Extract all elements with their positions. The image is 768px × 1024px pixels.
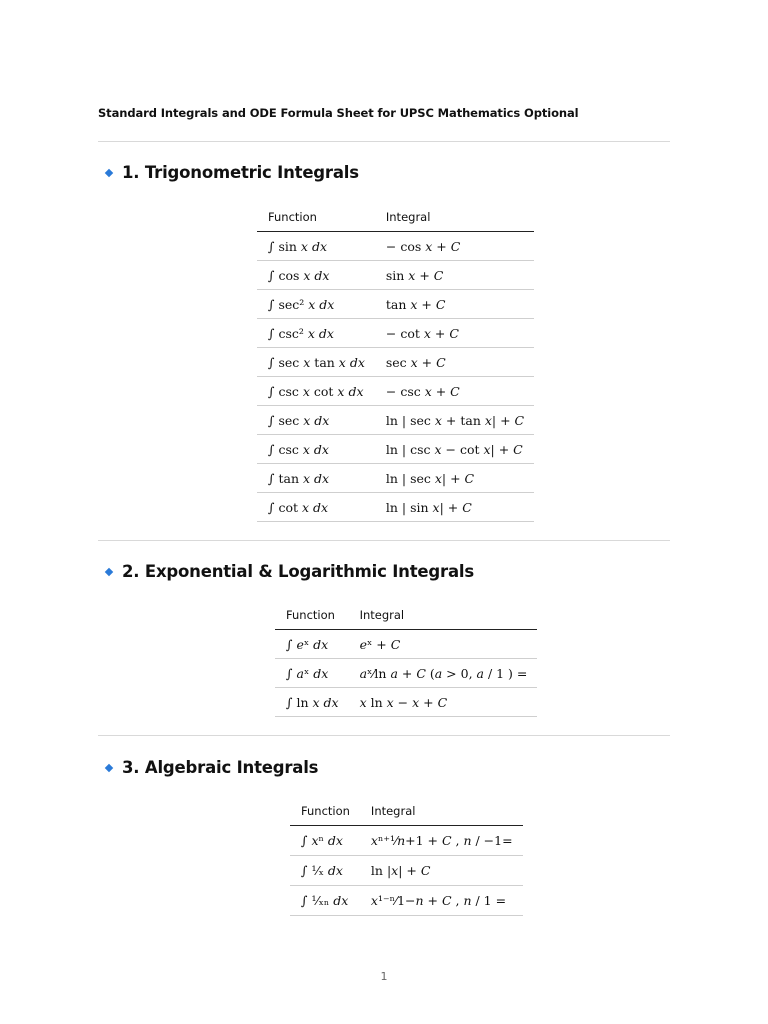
section-heading	[105, 562, 474, 581]
table-row	[257, 464, 534, 493]
section-heading-text: 1. Trigonometric Integrals	[122, 163, 359, 182]
section-heading-text: 2. Exponential & Logarithmic Integrals	[122, 562, 474, 581]
function-cell: ∫ tan 𝑥 𝑑𝑥	[257, 464, 375, 493]
table-row	[290, 856, 523, 886]
function-cell: ∫ cot 𝑥 𝑑𝑥	[257, 493, 375, 522]
function-cell: ∫ ln 𝑥 𝑑𝑥	[275, 688, 349, 717]
column-header-function: Function	[275, 601, 349, 630]
divider	[98, 735, 670, 736]
table-row	[290, 886, 523, 916]
diamond-bullet-icon	[105, 763, 113, 771]
column-header-function: Function	[290, 797, 360, 826]
function-cell: ∫ ¹⁄ₓₙ 𝑑𝑥	[290, 886, 360, 916]
function-cell: ∫ 𝑎ˣ 𝑑𝑥	[275, 659, 349, 688]
table-row	[257, 406, 534, 435]
table-row	[275, 630, 537, 659]
integral-cell: sec 𝑥 + 𝐶	[375, 348, 534, 377]
page-number: 1	[380, 970, 388, 983]
column-header-integral: Integral	[360, 797, 523, 826]
table-row	[290, 826, 523, 856]
integral-cell: ln | sec 𝑥 + tan 𝑥| + 𝐶	[375, 406, 534, 435]
integral-cell: sin 𝑥 + 𝐶	[375, 261, 534, 290]
function-cell: ∫ csc 𝑥 𝑑𝑥	[257, 435, 375, 464]
section-heading-text: 3. Algebraic Integrals	[122, 758, 319, 777]
column-header-function: Function	[257, 203, 375, 232]
column-header-integral: Integral	[375, 203, 534, 232]
formula-table	[257, 203, 534, 522]
document-title: Standard Integrals and ODE Formula Sheet for UPSC Mathematics Optional	[98, 106, 579, 120]
formula-table	[275, 601, 537, 717]
section-heading	[105, 163, 359, 182]
table-row	[257, 319, 534, 348]
integral-cell: 𝑒ˣ + 𝐶	[349, 630, 538, 659]
function-cell: ∫ sec 𝑥 tan 𝑥 𝑑𝑥	[257, 348, 375, 377]
table-row	[275, 688, 537, 717]
function-cell: ∫ sec² 𝑥 𝑑𝑥	[257, 290, 375, 319]
function-cell: ∫ csc² 𝑥 𝑑𝑥	[257, 319, 375, 348]
integral-cell: 𝑥ⁿ⁺¹⁄𝑛+1 + 𝐶 , 𝑛 / −1=	[360, 826, 523, 856]
integral-cell: 𝑥¹⁻ⁿ⁄1−𝑛 + 𝐶 , 𝑛 / 1 =	[360, 886, 523, 916]
section-heading	[105, 758, 318, 777]
divider	[98, 540, 670, 541]
function-cell: ∫ ¹⁄ₓ 𝑑𝑥	[290, 856, 360, 886]
integral-cell: ln | sin 𝑥| + 𝐶	[375, 493, 534, 522]
diamond-bullet-icon	[105, 567, 113, 575]
function-cell: ∫ sec 𝑥 𝑑𝑥	[257, 406, 375, 435]
function-cell: ∫ csc 𝑥 cot 𝑥 𝑑𝑥	[257, 377, 375, 406]
table-row	[257, 290, 534, 319]
function-cell: ∫ cos 𝑥 𝑑𝑥	[257, 261, 375, 290]
integral-cell: 𝑥 ln 𝑥 − 𝑥 + 𝐶	[349, 688, 538, 717]
integral-cell: − cos 𝑥 + 𝐶	[375, 232, 534, 261]
table-row	[275, 659, 537, 688]
integral-cell: ln | sec 𝑥| + 𝐶	[375, 464, 534, 493]
formula-table	[290, 797, 523, 916]
integral-cell: − csc 𝑥 + 𝐶	[375, 377, 534, 406]
table-row	[257, 348, 534, 377]
integral-cell: 𝑎ˣ⁄ln 𝑎 + 𝐶 (𝑎 > 0, 𝑎 / 1 ) =	[349, 659, 538, 688]
table-row	[257, 435, 534, 464]
table-row	[257, 261, 534, 290]
function-cell: ∫ 𝑒ˣ 𝑑𝑥	[275, 630, 349, 659]
table-row	[257, 232, 534, 261]
integral-cell: ln |𝑥| + 𝐶	[360, 856, 523, 886]
function-cell: ∫ sin 𝑥 𝑑𝑥	[257, 232, 375, 261]
diamond-bullet-icon	[105, 168, 113, 176]
integral-cell: − cot 𝑥 + 𝐶	[375, 319, 534, 348]
integral-cell: tan 𝑥 + 𝐶	[375, 290, 534, 319]
integral-cell: ln | csc 𝑥 − cot 𝑥| + 𝐶	[375, 435, 534, 464]
table-row	[257, 493, 534, 522]
function-cell: ∫ 𝑥ⁿ 𝑑𝑥	[290, 826, 360, 856]
column-header-integral: Integral	[349, 601, 538, 630]
divider	[98, 141, 670, 142]
table-row	[257, 377, 534, 406]
